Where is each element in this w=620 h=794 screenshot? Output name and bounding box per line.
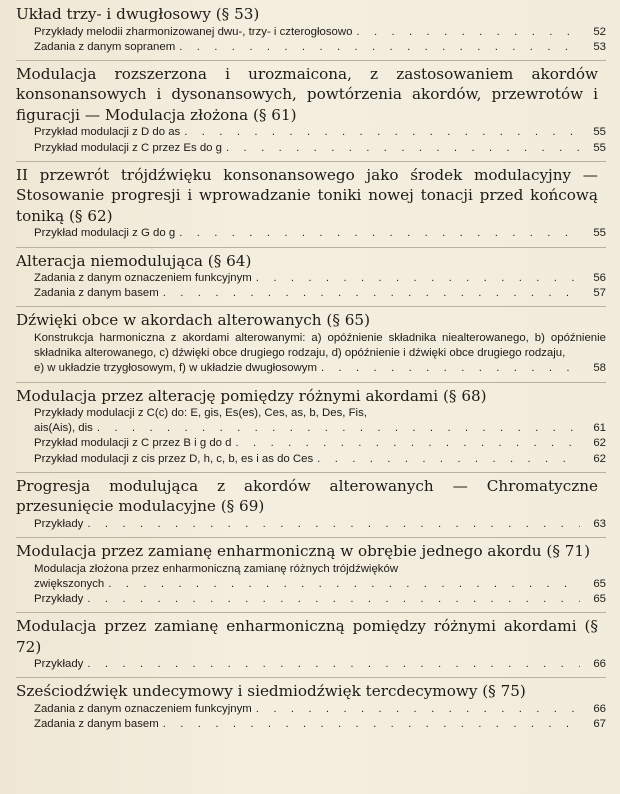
page-number: 61 (593, 422, 606, 435)
toc-entry (16, 226, 606, 241)
toc-entry (16, 517, 606, 532)
toc-entry (16, 452, 606, 467)
toc-section (16, 541, 606, 607)
toc-section (16, 4, 606, 55)
entry-paragraph: Modulacja złożona przez enharmoniczną zamianę różnych trójdźwięków (34, 562, 399, 575)
entry-label: Przykład modulacji z cis przez D, h, c, b, es i as do Ces (34, 452, 314, 465)
entry-label: Przykład modulacji z C przez Es do g (34, 141, 223, 154)
entry-label: Przykłady melodii zharmonizowanej dwu-, trzy- i czterogłosowo (34, 25, 353, 38)
toc-section (16, 616, 606, 672)
entry-label: Zadania z danym basem (34, 287, 159, 300)
section-heading: Sześciodźwięk undecymowy i siedmiodźwięk tercdecymowy (§ 75) (16, 682, 526, 701)
dot-leader (87, 657, 580, 672)
toc-entry (16, 271, 606, 286)
page-number: 65 (593, 577, 606, 590)
dot-leader (256, 271, 580, 286)
toc-section (16, 681, 606, 732)
divider (16, 247, 606, 248)
divider (16, 612, 606, 613)
section-heading: Modulacja przez zamianę enharmoniczną w obrębie jednego akordu (§ 71) (16, 542, 591, 561)
section-heading: Alteracja niemodulująca (§ 64) (16, 251, 252, 270)
dot-leader (236, 436, 580, 451)
page-number: 58 (593, 362, 606, 375)
section-heading: Modulacja przez zamianę enharmoniczną pomiędzy różnymi akordami (§ 72) (16, 617, 598, 656)
toc-entry (16, 361, 606, 376)
section-heading: Modulacja przez alterację pomiędzy różnymi akordami (§ 68) (16, 386, 487, 405)
dot-leader (179, 226, 580, 241)
page-number: 62 (593, 452, 606, 465)
section-heading: Układ trzy- i dwugłosowy (§ 53) (16, 5, 260, 23)
divider (16, 472, 606, 473)
divider (16, 382, 606, 383)
toc-section (16, 251, 606, 302)
toc-entry (16, 125, 606, 140)
divider (16, 537, 606, 538)
entry-label: Przykłady (34, 517, 84, 530)
toc-entry (16, 657, 606, 672)
toc-entry (16, 25, 606, 40)
dot-leader (184, 125, 580, 140)
dot-leader (87, 517, 580, 532)
toc-section (16, 476, 606, 532)
entry-label: Przykład modulacji z D do as (34, 126, 181, 139)
page-number: 65 (593, 592, 606, 605)
page-number: 66 (593, 702, 606, 715)
toc-section (16, 386, 606, 467)
toc-section (16, 64, 606, 156)
entry-label: Przykład modulacji z G do g (34, 227, 176, 240)
page-number: 57 (593, 287, 606, 300)
dot-leader (321, 361, 580, 376)
page-number: 52 (593, 25, 606, 38)
page-number: 55 (593, 141, 606, 154)
dot-leader (163, 717, 580, 732)
toc-entry (16, 141, 606, 156)
divider (16, 677, 606, 678)
entry-label: Przykłady (34, 592, 84, 605)
dot-leader (87, 592, 580, 607)
toc-entry (16, 421, 606, 436)
page-number: 53 (593, 40, 606, 53)
divider (16, 306, 606, 307)
entry-label: Przykłady (34, 658, 84, 671)
entry-paragraph: Przykłady modulacji z C(c) do: E, gis, Es(es), Ces, as, b, Des, Fis, (34, 407, 367, 420)
divider (16, 161, 606, 162)
entry-label: Zadania z danym oznaczeniem funkcyjnym (34, 272, 252, 285)
section-heading: II przewrót trójdźwięku konsonansowego jako środek modulacyjny — Stosowanie progresji i wprowadzanie toniki nowej tonacji przed końcową toniką (§ 62) (16, 165, 598, 225)
page-number: 66 (593, 658, 606, 671)
toc-entry (16, 436, 606, 451)
entry-label: Zadania z danym basem (34, 718, 159, 731)
entry-paragraph: Konstrukcja harmoniczna z akordami alterowanymi: a) opóźnienie składnika niealterowanego, b) opóźnienie składnika alterowanego, c) dźwięki obce drugiego rodzaju, d) opóźnienie i dźwięki obce drugiego rodzaju, (34, 331, 606, 360)
entry-label: Przykład modulacji z C przez B i g do d (34, 437, 232, 450)
page-number: 55 (593, 126, 606, 139)
entry-label: ais(Ais), dis (34, 422, 93, 435)
entry-label: Zadania z danym oznaczeniem funkcyjnym (34, 702, 252, 715)
dot-leader (226, 141, 580, 156)
section-heading: Dźwięki obce w akordach alterowanych (§ 65) (16, 311, 371, 330)
dot-leader (356, 25, 580, 40)
dot-leader (256, 702, 580, 717)
page-number: 62 (593, 437, 606, 450)
section-heading: Modulacja rozszerzona i urozmaicona, z zastosowaniem akordów konsonansowych i dysonansowych, powtórzenia akordów, przewrotów i figuracji — Modulacja złożona (§ 61) (16, 64, 598, 124)
section-heading: Progresja modulująca z akordów alterowanych — Chromatyczne przesunięcie modulacyjne (§ 69) (16, 476, 598, 516)
toc-entry (16, 717, 606, 732)
toc-section (16, 165, 606, 242)
dot-leader (108, 577, 580, 592)
entry-label: zwiększonych (34, 577, 105, 590)
table-of-contents (16, 4, 606, 737)
page-number: 55 (593, 227, 606, 240)
entry-label: Zadania z danym sopranem (34, 40, 176, 53)
toc-entry (16, 577, 606, 592)
toc-entry (16, 40, 606, 55)
dot-leader (317, 452, 580, 467)
page-number: 56 (593, 272, 606, 285)
divider (16, 60, 606, 61)
toc-entry (16, 286, 606, 301)
toc-entry (16, 592, 606, 607)
dot-leader (179, 40, 580, 55)
toc-section (16, 310, 606, 376)
entry-label: e) w układzie trzygłosowym, f) w układzie dwugłosowym (34, 362, 317, 375)
page-number: 67 (593, 718, 606, 731)
page-number: 63 (593, 517, 606, 530)
dot-leader (163, 286, 580, 301)
dot-leader (97, 421, 580, 436)
toc-entry (16, 702, 606, 717)
